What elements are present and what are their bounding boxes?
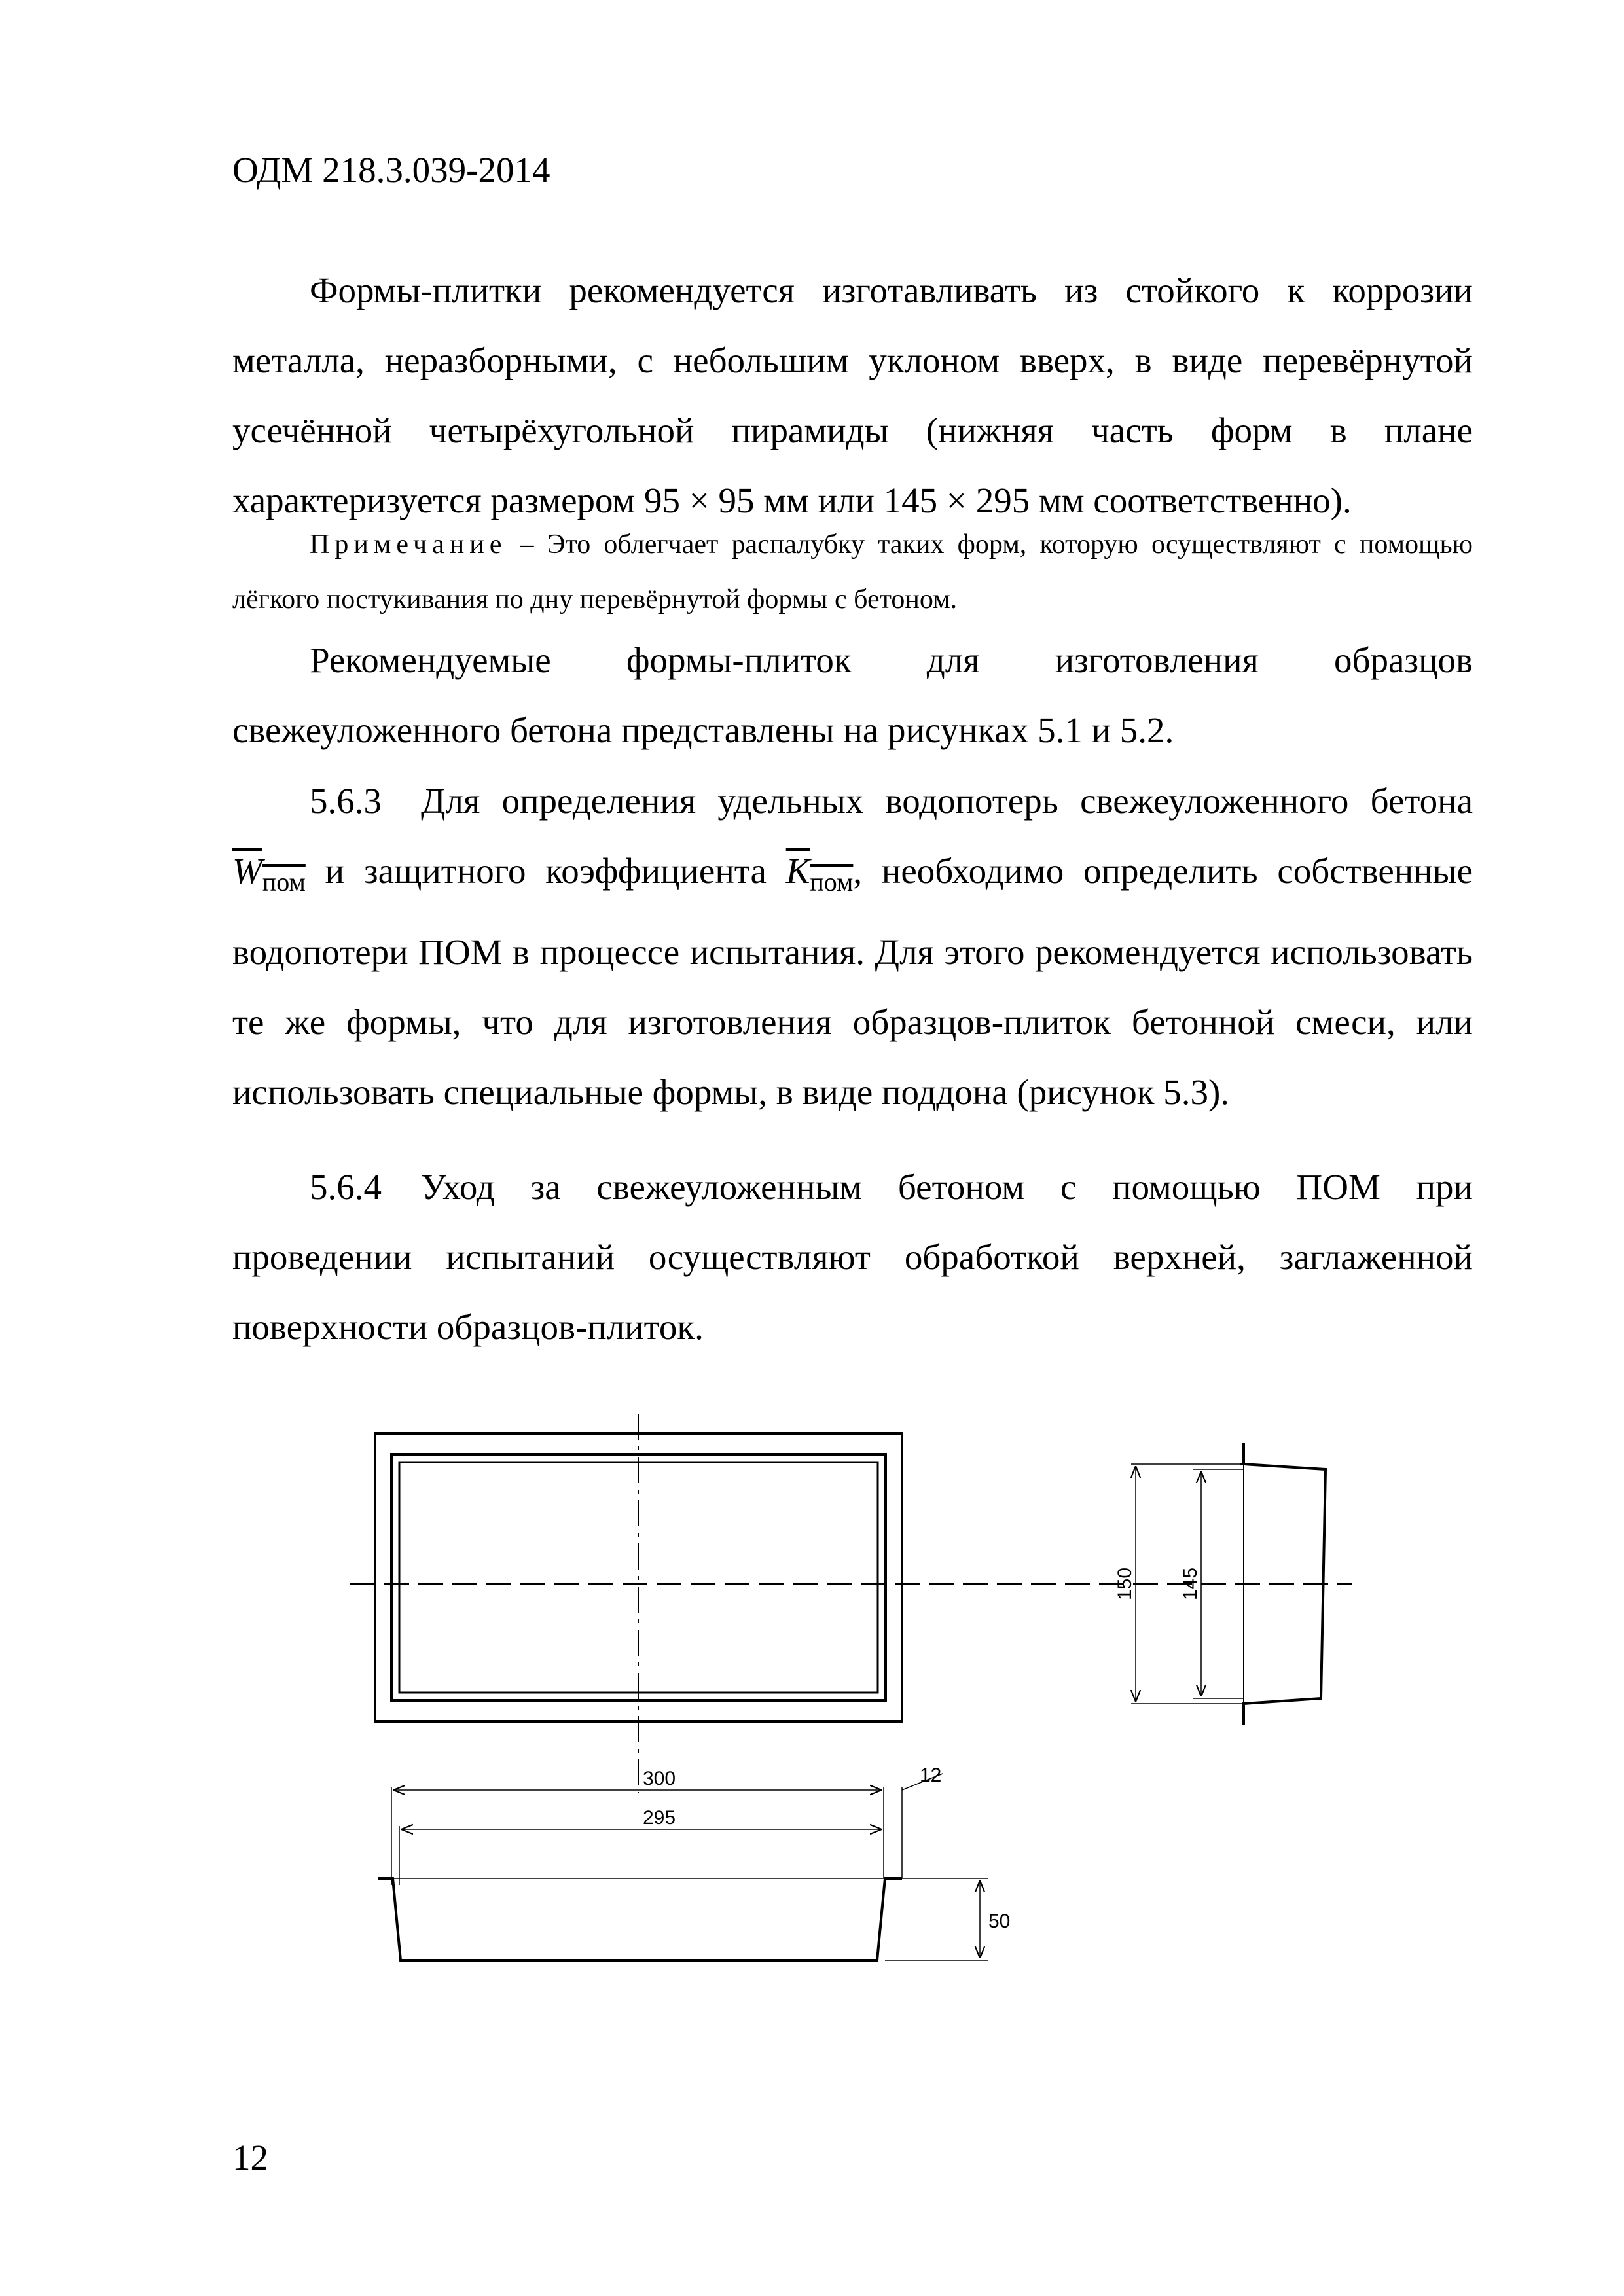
clause-number-5-6-3: 5.6.3 xyxy=(310,781,382,821)
note-text: – Это облегчает распалубку таких форм, которую осуществляют с помощью лёгкого постукивания по дну перевёрнутой формы с бетоном. xyxy=(232,529,1473,615)
symbol-k-pom: $K_{пом}$ xyxy=(785,851,854,897)
paragraph-5-6-3: 5.6.3 Для определения удельных водопотерь свежеуложенного бетона $W_{пом}$ и защитного коэффициента $K_{пом}$, необходимо определить собственные водопотери ПОМ в процессе испытания. Для этого рекомендуется использовать те же формы, что для изготовления образцов-плиток бетонной смеси, или использовать специальные формы, в виде поддона (рисунок 5.3). xyxy=(232,781,1473,1112)
document-code: ОДМ 218.3.039-2014 xyxy=(232,150,550,190)
note-label: Примечание xyxy=(310,529,507,560)
dim-label-145: 145 xyxy=(1180,1567,1201,1601)
dim-label-12: 12 xyxy=(920,1765,942,1786)
dim-label-150: 150 xyxy=(1114,1567,1136,1601)
front-profile xyxy=(378,1878,902,1960)
dim-label-50: 50 xyxy=(988,1910,1011,1932)
side-section-view xyxy=(1131,1443,1326,1725)
dim-label-300: 300 xyxy=(643,1768,676,1789)
front-section-view xyxy=(378,1774,988,1960)
dim-label-295: 295 xyxy=(643,1807,676,1829)
paragraph-5-6-4: 5.6.4 Уход за свежеуложенным бетоном с помощью ПОМ при проведении испытаний осуществляют обработкой верхней, заглаженной поверхности образцов-плиток. xyxy=(232,1167,1473,1347)
page-number: 12 xyxy=(232,2138,268,2178)
symbol-w-pom: $W_{пом}$ xyxy=(232,851,306,897)
paragraph-forms-text: Формы-плитки рекомендуется изготавливать из стойкого к коррозии металла, неразборными, с небольшим уклоном вверх, в виде перевёрнутой усечённой четырёхугольной пирамиды (нижняя часть форм в плане характеризуется размером 95 × 95 мм или 145 × 295 мм соответственно). xyxy=(232,270,1473,520)
paragraph-recommended-text: Рекомендуемые формы-плиток для изготовления образцов свежеуложенного бетона представлены на рисунках 5.1 и 5.2. xyxy=(232,640,1473,750)
clause-number-5-6-4: 5.6.4 xyxy=(310,1167,382,1207)
